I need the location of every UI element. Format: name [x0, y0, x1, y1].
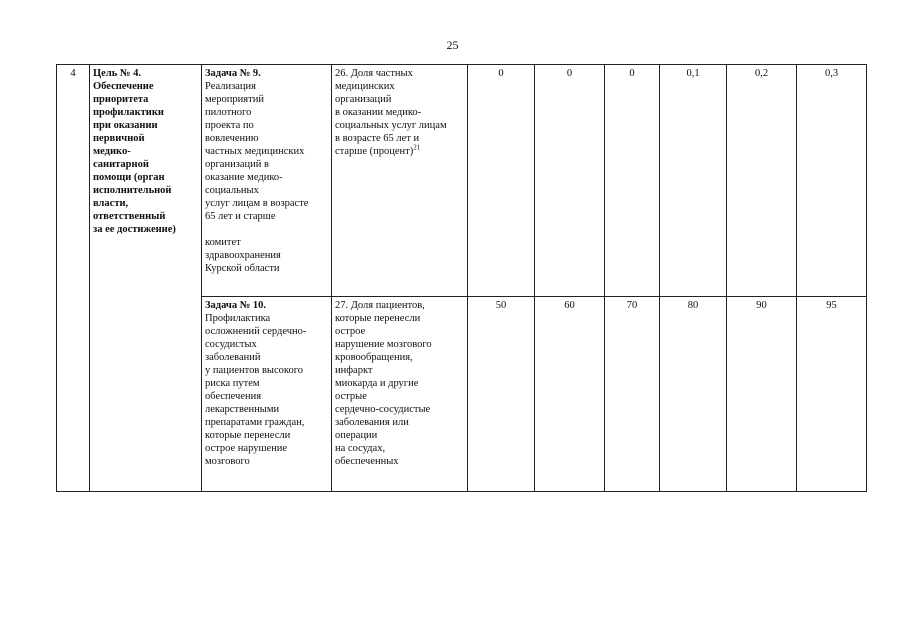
row-number: 4: [70, 68, 76, 79]
value-cell: 0,2: [727, 65, 797, 297]
goal-title: Цель № 4.: [93, 68, 141, 79]
table-row: [57, 65, 867, 297]
value-cell: 70: [605, 297, 660, 492]
row-number-cell: [57, 65, 90, 492]
value-cell: 0,1: [660, 65, 727, 297]
task-text: Профилактика осложнений сердечно- сосудистых заболеваний у пациентов высокого риска путем обеспечения лекарственными препаратами граждан, которые перенесли острое нарушение мозгового: [205, 313, 307, 467]
indicator-cell: [332, 65, 468, 297]
indicator-text: 26. Доля частных медицинских организаций в оказании медико- социальных услуг лицам в возрасте 65 лет и старше (процент): [335, 68, 447, 157]
goal-text: Обеспечение приоритета профилактики при оказании первичной медико- санитарной помощи (орган исполнительной власти, ответственный за ее достижение): [93, 81, 176, 235]
value-cell: 50: [468, 297, 535, 492]
value-cell: 0: [605, 65, 660, 297]
value-cell: 90: [727, 297, 797, 492]
task-title: Задача № 9.: [205, 68, 261, 79]
indicator-cell: [332, 297, 468, 492]
task-text: Реализация мероприятий пилотного проекта по вовлечению частных медицинских организаций в оказание медико- социальных услуг лицам в возрасте 65 лет и старше: [205, 81, 309, 222]
task-cell: [202, 65, 332, 297]
footnote-mark: 21: [413, 143, 421, 152]
indicator-text: 27. Доля пациентов, которые перенесли острое нарушение мозгового кровообращения, инфаркт миокарда и другие острые сердечно-сосудистые заболевания или операции на сосудах, обеспеченных: [335, 300, 432, 467]
value-cell: 80: [660, 297, 727, 492]
task-title: Задача № 10.: [205, 300, 267, 311]
task-cell: [202, 297, 332, 492]
value-cell: 0: [535, 65, 605, 297]
page-number: 25: [446, 38, 459, 52]
indicators-table: [56, 64, 867, 492]
value-cell: 0: [468, 65, 535, 297]
value-cell: 0,3: [797, 65, 867, 297]
task-responsible: комитет здравоохранения Курской области: [205, 237, 281, 274]
value-cell: 60: [535, 297, 605, 492]
goal-cell: [90, 65, 202, 492]
value-cell: 95: [797, 297, 867, 492]
